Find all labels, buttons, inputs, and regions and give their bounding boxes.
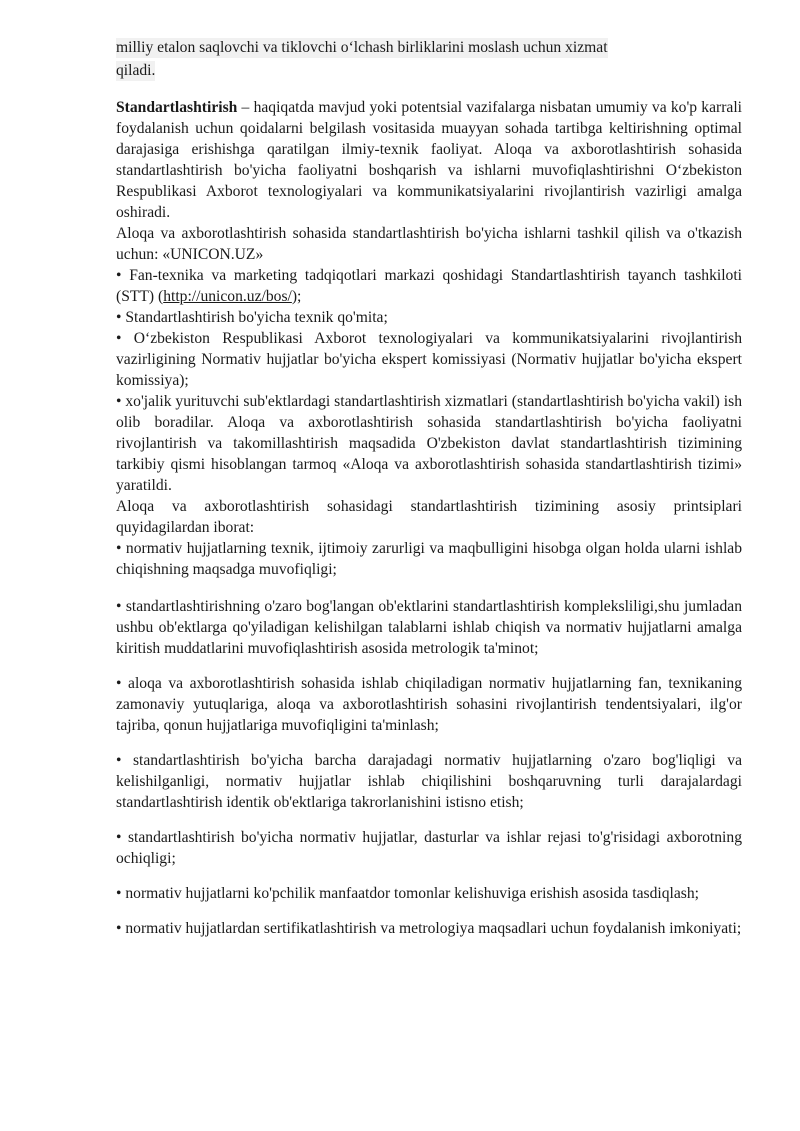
principle-item-4: • standartlashtirish bo'yicha barcha darajadagi normativ hujjatlarning o'zaro bog'liqligi va kelishilganligi, normativ hujjatlar ishlab chiqilishini boshqaruvning turli darajalardagi standartlashtirish identik ob'ektlariga takrorlanishini istisno etish; [116,752,742,811]
unicon-bos-link[interactable]: http://unicon.uz/bos/ [163,288,292,305]
org-item-stt-end: ); [291,288,302,305]
principle-item-6: • normativ hujjatlarni ko'pchilik manfaatdor tomonlar kelishuviga erishish asosida tasdiqlash; [116,885,699,902]
org-item-stt-text: • Fan-texnika va marketing tadqiqotlari markazi qoshidagi Standartlashtirish tayanch tashkiloti (STT) ( [116,267,742,305]
org-intro-paragraph [116,223,742,265]
principle-item-5: • standartlashtirish bo'yicha normativ hujjatlar, dasturlar va ishlar rejasi to'g'risidagi axborotning ochiqligi; [116,829,742,867]
definition-paragraph [116,97,742,223]
principles-intro-paragraph [116,496,742,538]
org-item-commission-text: • O‘zbekiston Respublikasi Axborot texnologiyalari va kommunikatsiyalarini rivojlantirish vazirligining Normativ hujjatlar bo'yicha ekspert komissiyasi (Normativ hujjatlar bo'yicha ekspert komissiya); [116,330,742,389]
org-item-stt [116,265,742,307]
principle-item-7: • normativ hujjatlardan sertifikatlashtirish va metrologiya maqsadlari uchun foydalanish imkoniyati; [116,920,742,937]
intro-line-1: milliy etalon saqlovchi va tiklovchi o‘lchash birliklarini moslash uchun xizmat [116,39,608,56]
document-page [116,36,742,939]
org-item-committee [116,307,742,328]
principles-intro-text: Aloqa va axborotlashtirish sohasidagi standartlashtirish tizimining asosiy printsiplari quyidagilardan iborat: [116,498,742,536]
org-item-committee-text: • Standartlashtirish bo'yicha texnik qo'mita; [116,309,388,326]
intro-paragraph [116,36,742,82]
org-item-services [116,391,742,496]
main-section [116,97,742,580]
principle-item-2: • standartlashtirishning o'zaro bog'langan ob'ektlarini standartlashtirish kompleksliligi,shu jumladan ushbu ob'ektlarga qo'yiladigan kelishilgan talablarni ishlab chiqish va normativ hujjatlarni amalga kiritish muddatlarini muvofiqlashtirish asosida metrologik ta'minot; [116,598,742,657]
principle-item-3: • aloqa va axborotlashtirish sohasida ishlab chiqiladigan normativ hujjatlarning fan, texnikaning zamonaviy yutuqlariga, aloqa va axborotlashtirish sohasini rivojlantirish tendentsiyalari, ilg'or tajriba, qonun hujjatlariga muvofiqligini ta'minlash; [116,675,742,734]
principle-item-1-text: • normativ hujjatlarning texnik, ijtimoiy zarurligi va maqbulligini hisobga olgan holda ularni ishlab chiqishning maqsadga muvofiqligi; [116,540,742,578]
org-intro-text: Aloqa va axborotlashtirish sohasida standartlashtirish bo'yicha ishlarni tashkil qilish va o'tkazish uchun: «UNICON.UZ» [116,225,742,263]
definition-text: – haqiqatda mavjud yoki potentsial vazifalarga nisbatan umumiy va ko'p karrali foydalanish uchun qoidalarni belgilash vositasida muayyan sohada tartibga keltirishning optimal darajasiga erishishga qaratilgan ilmiy-texnik faoliyat. Aloqa va axborotlashtirish sohasida standartlashtirish bo'yicha faoliyatni boshqarish va ishlarni muvofiqlashtirishni O‘zbekiston Respublikasi Axborot texnologiyalari va kommunikatsiyalarini rivojlantirish vazirligi amalga oshiradi. [116,99,742,221]
intro-line-2: qiladi. [116,62,156,79]
principle-item-1 [116,538,742,580]
term-standartlashtirish: Standartlashtirish [116,99,238,116]
org-item-services-text: • xo'jalik yurituvchi sub'ektlardagi standartlashtirish xizmatlari (standartlashtirish bo'yicha vakil) ish olib boradilar. Aloqa va axborotlashtirish sohasida standartlashtirish bo'yicha faoliyatni rivojlantirish va takomillashtirish maqsadida O'zbekiston davlat standartlashtirish tizimining tarkibiy qismi hisoblangan tarmoq «Aloqa va axborotlashtirish sohasida standartlashtirish tizimi» yaratildi. [116,393,742,494]
org-item-commission [116,328,742,391]
